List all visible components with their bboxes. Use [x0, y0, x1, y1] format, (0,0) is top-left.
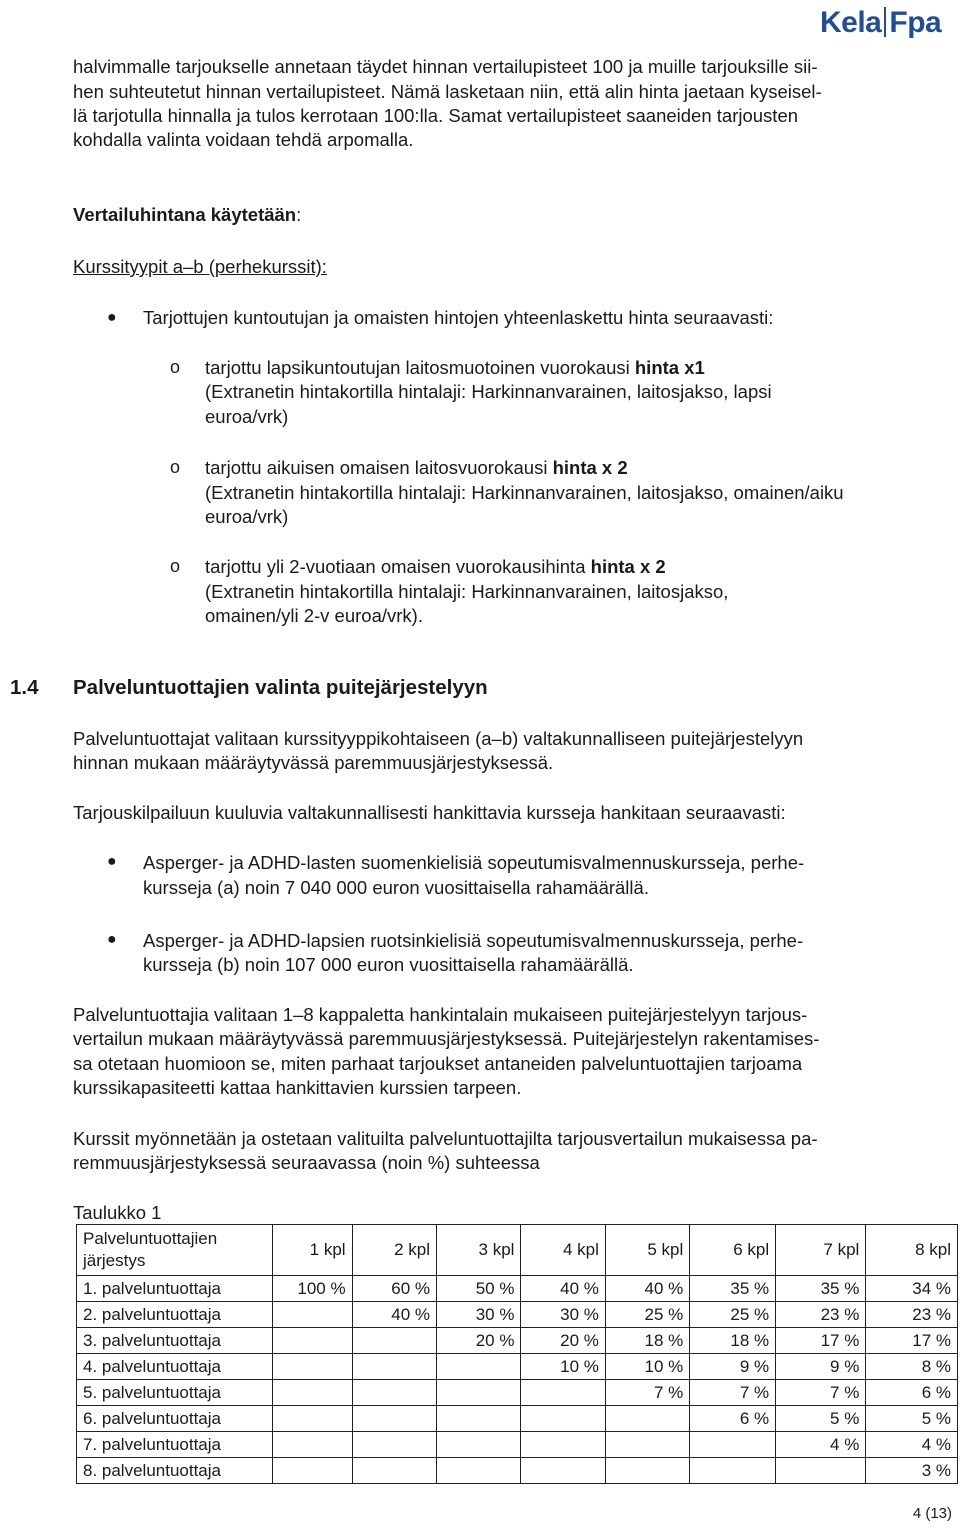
table-cell: 35 % [690, 1276, 776, 1302]
table-row-label: 4. palveluntuottaja [77, 1354, 273, 1380]
table-row [77, 1354, 958, 1380]
table-row-label: 2. palveluntuottaja [77, 1302, 273, 1328]
table-row [77, 1380, 958, 1406]
table-row [77, 1432, 958, 1458]
text-line: lä tarjotulla hinnalla ja tulos kerrotaan 100:lla. Samat vertailupisteet saaneiden tarjousten [73, 105, 799, 126]
bullet-icon: ● [107, 309, 117, 326]
table-cell: 9 % [690, 1354, 776, 1380]
course-bullet-line: kursseja (a) noin 7 040 000 euron vuosittaisella rahamäärällä. [143, 877, 649, 898]
table-cell [352, 1432, 436, 1458]
table-cell: 8 % [866, 1354, 958, 1380]
table-cell: 10 % [521, 1354, 605, 1380]
table-row-label: 7. palveluntuottaja [77, 1432, 273, 1458]
section-heading [10, 676, 488, 700]
text-line: remmuusjärjestyksessä seuraavassa (noin %) suhteessa [73, 1152, 540, 1173]
table-cell: 7 % [776, 1380, 866, 1406]
table-cell: 20 % [521, 1328, 605, 1354]
table-row [77, 1302, 958, 1328]
sub-item-line: euroa/vrk) [205, 406, 289, 427]
table-cell [605, 1432, 689, 1458]
table-cell: 23 % [776, 1302, 866, 1328]
table-header-cell: 6 kpl [690, 1225, 776, 1276]
table-cell [521, 1380, 605, 1406]
table-row-label: 3. palveluntuottaja [77, 1328, 273, 1354]
table-cell: 17 % [866, 1328, 958, 1354]
table-cell [437, 1458, 521, 1484]
table-row-label: 1. palveluntuottaja [77, 1276, 273, 1302]
table-row-label: 5. palveluntuottaja [77, 1380, 273, 1406]
table-row [77, 1328, 958, 1354]
section-title: Palveluntuottajien valinta puitejärjestelyyn [73, 676, 488, 699]
table-cell: 34 % [866, 1276, 958, 1302]
sub-item-line: (Extranetin hintakortilla hintalaji: Harkinnanvarainen, laitosjakso, omainen/aiku [205, 482, 844, 503]
course-bullet-line: Asperger- ja ADHD-lasten suomenkielisiä sopeutumisvalmennuskursseja, perhe- [143, 852, 805, 873]
text-line: sa otetaan huomioon se, miten parhaat tarjoukset antaneiden palveluntuottajien tarjoama [73, 1053, 803, 1074]
table-cell [776, 1458, 866, 1484]
distribution-table [76, 1224, 958, 1484]
sub-item-line: (Extranetin hintakortilla hintalaji: Harkinnanvarainen, laitosjakso, [205, 581, 729, 602]
table-cell [521, 1432, 605, 1458]
table-cell: 60 % [352, 1276, 436, 1302]
table-cell: 6 % [690, 1406, 776, 1432]
table-cell [272, 1380, 352, 1406]
table-row-label: 6. palveluntuottaja [77, 1406, 273, 1432]
table-cell: 4 % [866, 1432, 958, 1458]
table-row [77, 1406, 958, 1432]
course-bullet-line: Asperger- ja ADHD-lapsien ruotsinkielisiä sopeutumisvalmennuskursseja, perhe- [143, 930, 804, 951]
circle-bullet-icon: o [170, 457, 181, 477]
bullet-icon: ● [107, 853, 117, 870]
table-cell: 17 % [776, 1328, 866, 1354]
text-line: Palveluntuottajia valitaan 1–8 kappaletta hankintalain mukaiseen puitejärjestelyyn tarjous- [73, 1004, 808, 1025]
table-cell: 25 % [605, 1302, 689, 1328]
main-bullet-text: Tarjottujen kuntoutujan ja omaisten hintojen yhteenlaskettu hinta seuraavasti: [143, 307, 774, 328]
kurssityypit-label: Kurssityypit a–b (perhekurssit): [73, 256, 327, 277]
section-number: 1.4 [10, 676, 39, 699]
text-line: Kurssit myönnetään ja ostetaan valituilta palveluntuottajilta tarjousvertailun mukaisessa pa- [73, 1128, 818, 1149]
table-header-cell: Palveluntuottajien järjestys [77, 1225, 273, 1276]
table-cell [352, 1354, 436, 1380]
table-cell [437, 1432, 521, 1458]
table-cell [605, 1458, 689, 1484]
text-line: kohdalla valinta voidaan tehdä arpomalla. [73, 129, 414, 150]
sub-item-line: (Extranetin hintakortilla hintalaji: Harkinnanvarainen, laitosjakso, lapsi [205, 381, 772, 402]
table-cell: 50 % [437, 1276, 521, 1302]
table-header-cell: 2 kpl [352, 1225, 436, 1276]
logo-fpa-text: Fpa [889, 6, 942, 39]
logo-divider [884, 7, 886, 37]
course-bullet-line: kursseja (b) noin 107 000 euron vuosittaisella rahamäärällä. [143, 954, 634, 975]
table-cell [521, 1458, 605, 1484]
table-cell [437, 1354, 521, 1380]
table-cell [605, 1406, 689, 1432]
table-cell: 40 % [521, 1276, 605, 1302]
table-cell: 23 % [866, 1302, 958, 1328]
text-line: vertailun mukaan määräytyvässä paremmuusjärjestyksessä. Puitejärjestelyn rakentamises- [73, 1028, 820, 1049]
table-header-cell: 5 kpl [605, 1225, 689, 1276]
table-cell: 25 % [690, 1302, 776, 1328]
table-cell: 18 % [605, 1328, 689, 1354]
table-cell: 9 % [776, 1354, 866, 1380]
text-line: halvimmalle tarjoukselle annetaan täydet hinnan vertailupisteet 100 ja muille tarjouksille sii- [73, 56, 818, 77]
table-cell: 35 % [776, 1276, 866, 1302]
table-cell [272, 1432, 352, 1458]
table-cell: 18 % [690, 1328, 776, 1354]
table-cell: 30 % [521, 1302, 605, 1328]
sub-item-line: tarjottu aikuisen omaisen laitosvuorokausi hinta x 2 [205, 457, 628, 478]
text-line: Palveluntuottajat valitaan kurssityyppikohtaiseen (a–b) valtakunnalliseen puitejärjestelyyn [73, 728, 804, 749]
sub-item-line: tarjottu yli 2-vuotiaan omaisen vuorokausihinta hinta x 2 [205, 556, 666, 577]
table-cell [272, 1328, 352, 1354]
table-cell: 3 % [866, 1458, 958, 1484]
table-cell: 10 % [605, 1354, 689, 1380]
table-header-cell: 1 kpl [272, 1225, 352, 1276]
table-header-cell: 7 kpl [776, 1225, 866, 1276]
table-cell: 100 % [272, 1276, 352, 1302]
text-line: Tarjouskilpailuun kuuluvia valtakunnallisesti hankittavia kursseja hankitaan seuraavasti: [73, 802, 786, 823]
vertailu-heading-text: Vertailuhintana käytetään [73, 204, 297, 225]
table-cell: 40 % [605, 1276, 689, 1302]
sub-item-line: tarjottu lapsikuntoutujan laitosmuotoinen vuorokausi hinta x1 [205, 357, 705, 378]
table-header-cell: 8 kpl [866, 1225, 958, 1276]
table-cell [690, 1458, 776, 1484]
table-cell [272, 1406, 352, 1432]
table-cell: 5 % [776, 1406, 866, 1432]
table-header-cell: 3 kpl [437, 1225, 521, 1276]
page-number: 4 (13) [912, 1505, 952, 1522]
table-cell: 40 % [352, 1302, 436, 1328]
table-cell [437, 1406, 521, 1432]
table-caption: Taulukko 1 [73, 1202, 162, 1223]
text-line: hinnan mukaan määräytyvässä paremmuusjärjestyksessä. [73, 752, 554, 773]
table-header-row [77, 1225, 958, 1276]
table-cell: 7 % [605, 1380, 689, 1406]
table-row [77, 1276, 958, 1302]
table-row [77, 1458, 958, 1484]
table-header-cell: 4 kpl [521, 1225, 605, 1276]
table-cell: 20 % [437, 1328, 521, 1354]
table-cell [690, 1432, 776, 1458]
table-cell: 6 % [866, 1380, 958, 1406]
vertailu-heading: Vertailuhintana käytetään: [73, 204, 302, 225]
table-cell [437, 1380, 521, 1406]
table-row-label: 8. palveluntuottaja [77, 1458, 273, 1484]
table-cell [352, 1406, 436, 1432]
table-cell [272, 1302, 352, 1328]
circle-bullet-icon: o [170, 357, 181, 377]
table-cell [352, 1328, 436, 1354]
sub-item-line: euroa/vrk) [205, 506, 289, 527]
table-cell [272, 1354, 352, 1380]
table-cell: 4 % [776, 1432, 866, 1458]
text-line: kurssikapasiteetti kattaa hankittavien kurssien tarpeen. [73, 1077, 522, 1098]
bullet-icon: ● [107, 931, 117, 948]
text-line: hen suhteutetut hinnan vertailupisteet. Nämä lasketaan niin, että alin hinta jaetaan kyseisel- [73, 81, 822, 102]
table-cell [521, 1406, 605, 1432]
sub-item-line: omainen/yli 2-v euroa/vrk). [205, 605, 423, 626]
circle-bullet-icon: o [170, 556, 181, 576]
logo-kela-text: Kela [820, 6, 882, 39]
table-cell [352, 1380, 436, 1406]
table-cell: 5 % [866, 1406, 958, 1432]
table-cell: 30 % [437, 1302, 521, 1328]
table-cell: 7 % [690, 1380, 776, 1406]
kela-fpa-logo [820, 6, 941, 40]
table-cell [272, 1458, 352, 1484]
table-cell [352, 1458, 436, 1484]
